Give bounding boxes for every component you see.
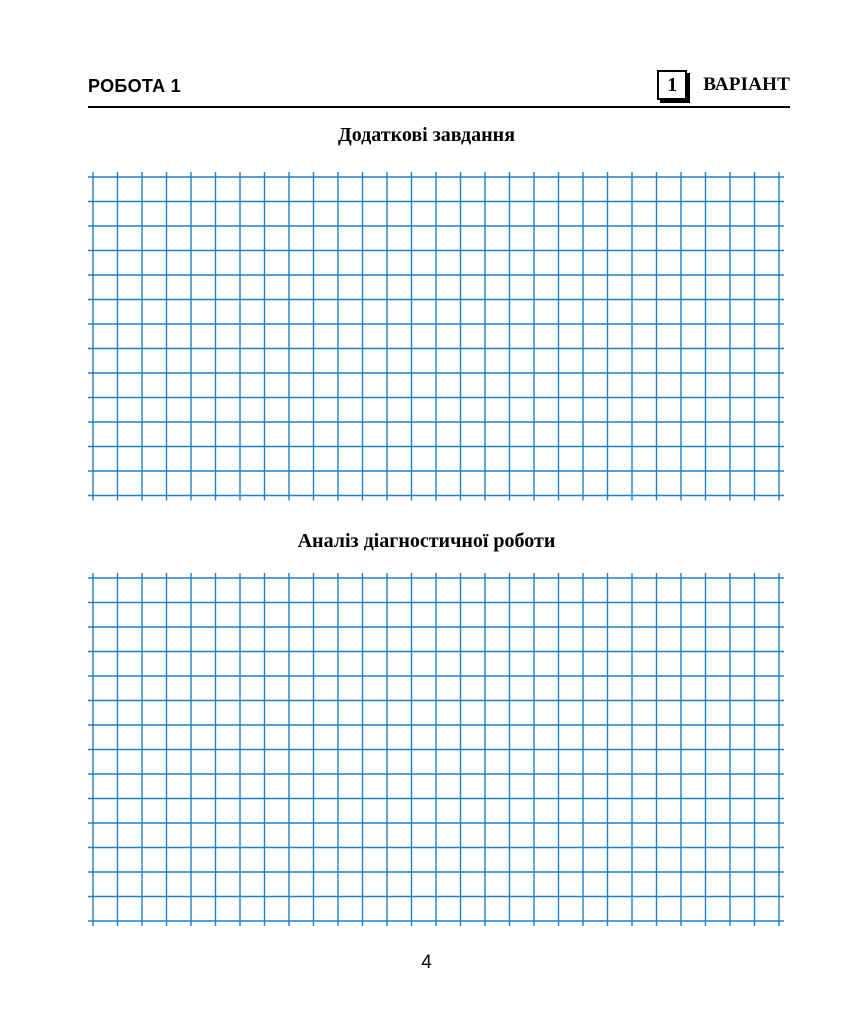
grid-additional-tasks — [88, 172, 788, 502]
section-title-analysis: Аналіз діагностичної роботи — [297, 530, 556, 552]
grid-analysis — [88, 573, 788, 929]
work-title: РОБОТА 1 — [88, 76, 181, 96]
page-number: 4 — [421, 952, 432, 973]
variant-indicator — [657, 68, 790, 102]
variant-label: ВАРІАНТ — [703, 74, 790, 95]
header-divider — [88, 106, 790, 108]
section-title-additional-tasks: Додаткові завдання — [337, 124, 516, 146]
page-header — [88, 62, 790, 106]
variant-number-box: 1 — [657, 70, 687, 100]
